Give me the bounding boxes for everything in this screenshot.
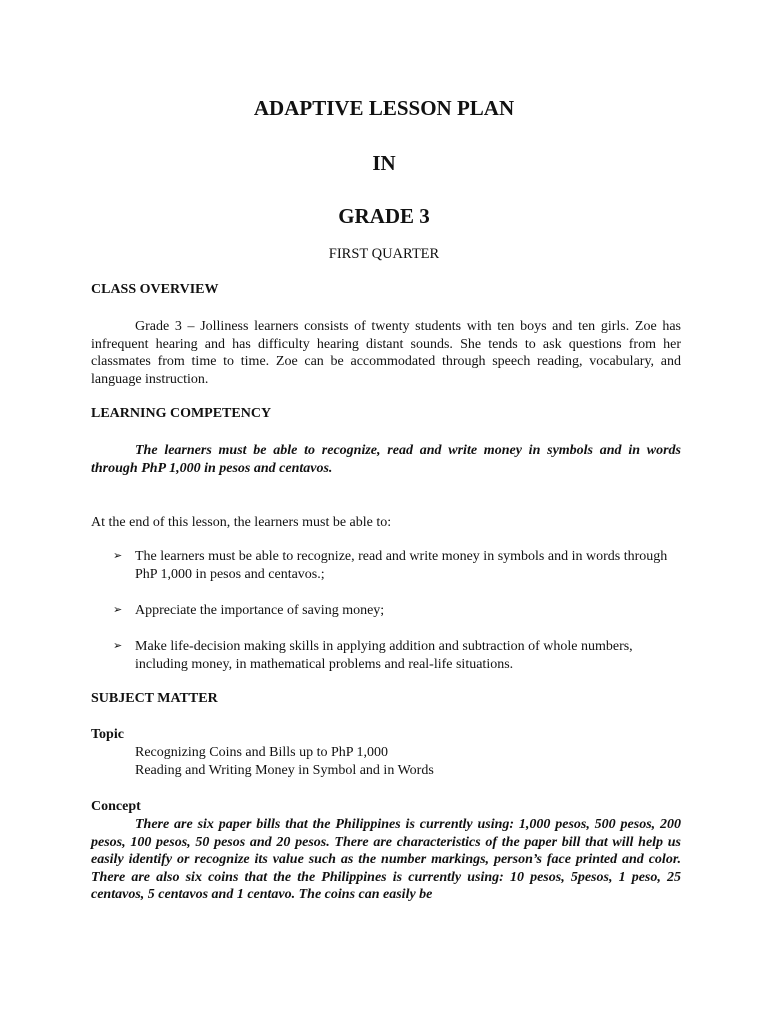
class-overview-heading: CLASS OVERVIEW: [91, 282, 219, 297]
document-title-in: IN: [372, 151, 396, 175]
arrow-bullet-icon: ➢: [113, 550, 123, 562]
topic-line: Reading and Writing Money in Symbol and in Words: [135, 763, 434, 778]
arrow-bullet-icon: ➢: [113, 604, 123, 616]
objective-text: Make life-decision making skills in applying addition and subtraction of whole numbers, including money, in mathematical problems and real-life situations.: [135, 639, 633, 672]
competency-statement: The learners must be able to recognize, read and write money in symbols and in words through PhP 1,000 in pesos and centavos.: [91, 443, 681, 476]
objective-text: The learners must be able to recognize, read and write money in symbols and in words through PhP 1,000 in pesos and centavos.;: [135, 549, 668, 582]
concept-label: Concept: [91, 799, 141, 814]
arrow-bullet-icon: ➢: [113, 640, 123, 652]
class-overview-paragraph: Grade 3 – Jolliness learners consists of twenty students with ten boys and ten girls. Zoe has infrequent hearing and has difficulty hearing distant sounds. She tends to ask questions from her classmates from time to time. Zoe can be accommodated through speech reading, vocabulary, and language instruction.: [91, 319, 681, 387]
topic-line: Recognizing Coins and Bills up to PhP 1,000: [135, 745, 389, 760]
document-subtitle: FIRST QUARTER: [328, 246, 440, 262]
document-title-grade: GRADE 3: [338, 204, 430, 228]
topic-label: Topic: [91, 727, 124, 742]
objectives-intro: At the end of this lesson, the learners must be able to:: [91, 515, 392, 530]
learning-competency-heading: LEARNING COMPETENCY: [91, 406, 272, 421]
objective-text: Appreciate the importance of saving money;: [135, 603, 385, 618]
subject-matter-heading: SUBJECT MATTER: [91, 691, 218, 706]
document-title: ADAPTIVE LESSON PLAN: [253, 96, 515, 120]
concept-paragraph: There are six paper bills that the Philippines is currently using: 1,000 pesos, 500 pesos, 200 pesos, 100 pesos, 50 pesos and 20 pesos. There are characteristics of the paper bill that will help us easily identify or recognize its value such as the number markings, person’s face printed and color. There are also six coins that the the Philippines is currently using: 10 pesos, 5pesos, 1 peso, 25 centavos, 5 centavos and 1 centavo. The coins can easily be: [91, 817, 681, 902]
